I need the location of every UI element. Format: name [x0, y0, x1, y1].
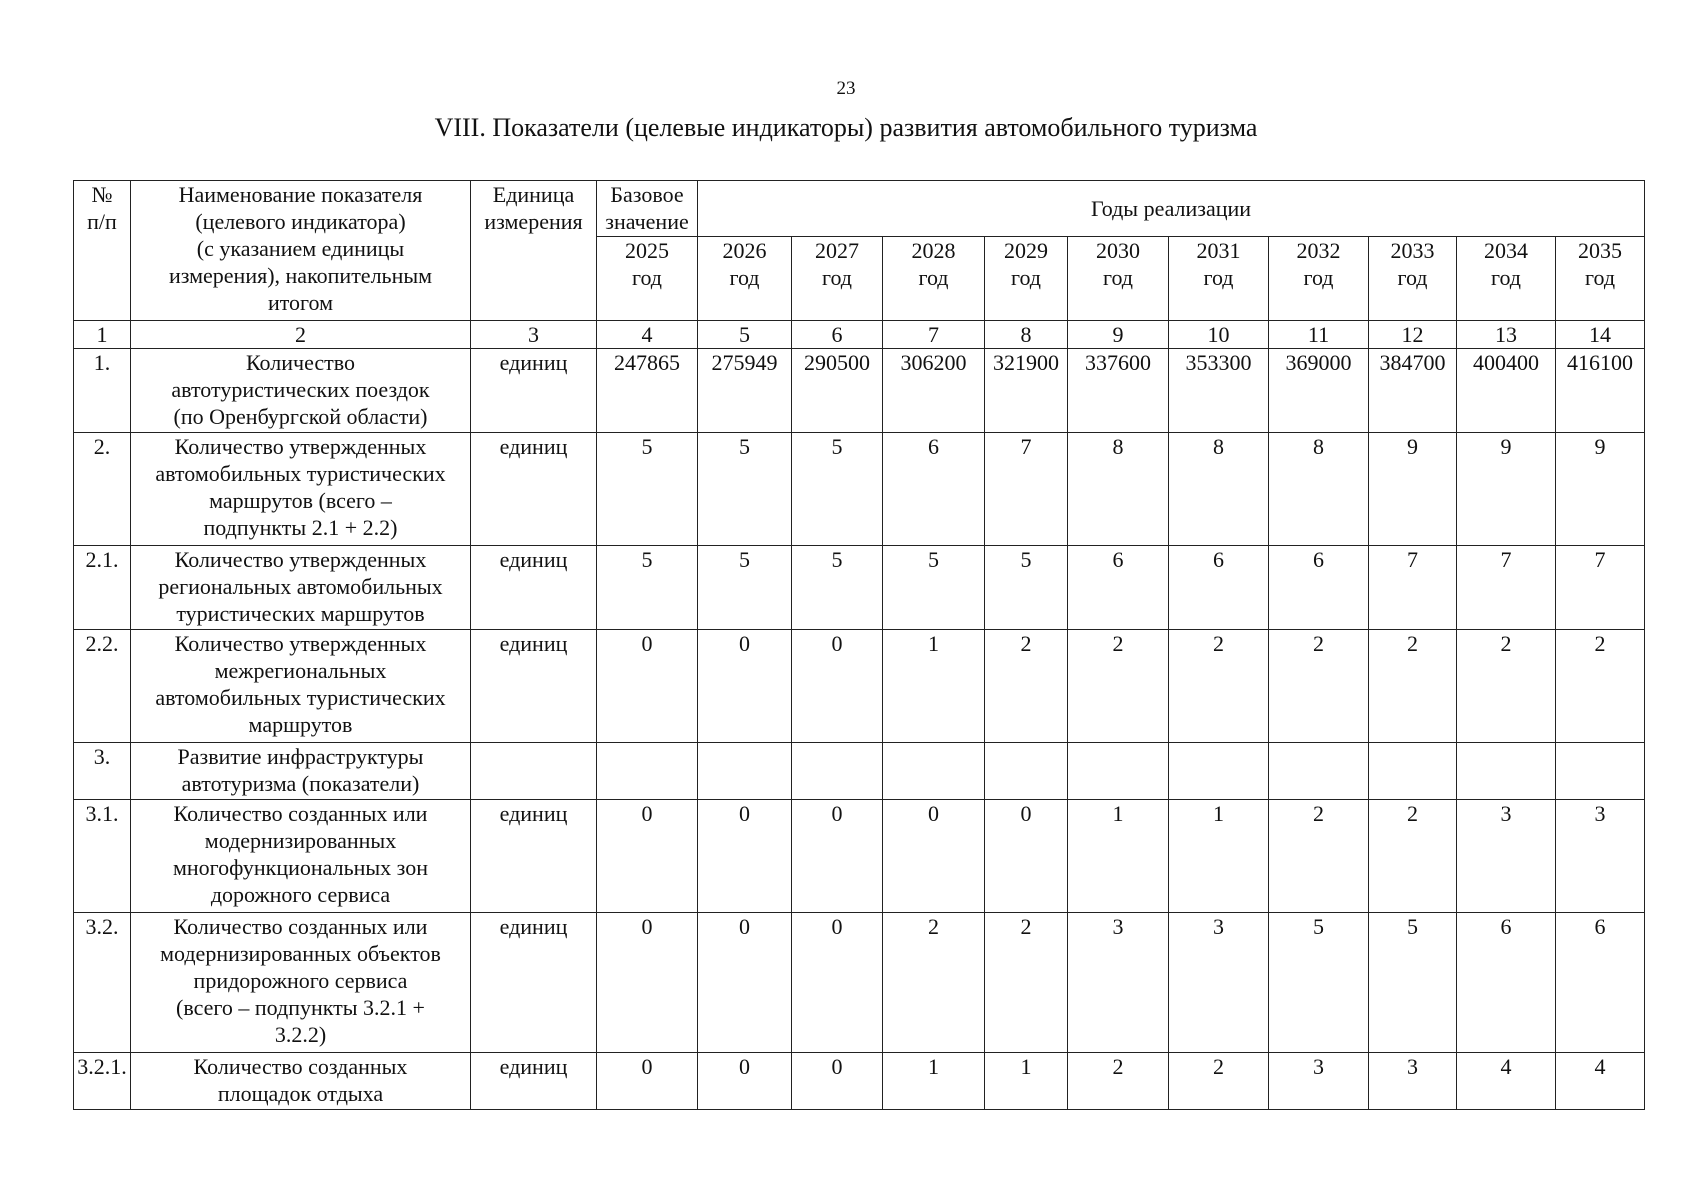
unit-cell: единиц: [471, 546, 597, 630]
value-cell: 8: [1169, 433, 1269, 546]
indicator-name-line: автомобильных туристических: [155, 461, 446, 486]
year-label: 2032: [1296, 238, 1341, 263]
header-base-cell: [597, 181, 698, 237]
indicator-name-line: модернизированных объектов: [160, 941, 441, 966]
header-year-cell: [1457, 237, 1556, 321]
value-cell: 2: [1457, 630, 1556, 743]
value-cell: 2: [1556, 630, 1645, 743]
value-cell: 5: [792, 433, 883, 546]
unit-cell: единиц: [471, 433, 597, 546]
value-cell: 0: [597, 913, 698, 1053]
header-name-cell: [131, 181, 471, 321]
value-cell: [597, 743, 698, 800]
indicator-name-line: Количество утвержденных: [174, 547, 427, 572]
table-row: [74, 800, 1645, 913]
header-year-cell: [985, 237, 1068, 321]
value-cell: 9: [1556, 433, 1645, 546]
column-number-cell: 5: [698, 321, 792, 349]
column-number-cell: 4: [597, 321, 698, 349]
header-year-cell: [1269, 237, 1369, 321]
value-cell: 2: [1369, 800, 1457, 913]
value-cell: [1068, 743, 1169, 800]
header-year-cell: [883, 237, 985, 321]
page-title: VIII. Показатели (целевые индикаторы) развития автомобильного туризма: [434, 113, 1258, 142]
indicator-name-line: Количество утвержденных: [174, 631, 427, 656]
value-cell: 2: [985, 630, 1068, 743]
value-cell: 0: [698, 1053, 792, 1110]
table-row: [74, 630, 1645, 743]
row-number-cell: 2.2.: [74, 630, 131, 743]
header-name-line: измерения), накопительным: [168, 263, 433, 288]
value-cell: [1169, 743, 1269, 800]
header-year-cell: [1556, 237, 1645, 321]
unit-cell: единиц: [471, 349, 597, 433]
table-row: [74, 433, 1645, 546]
column-number-cell: 6: [792, 321, 883, 349]
indicator-name-line: маршрутов (всего –: [209, 488, 392, 513]
value-cell: 3: [1457, 800, 1556, 913]
year-word: год: [729, 265, 760, 290]
year-word: год: [1102, 265, 1134, 290]
value-cell: 4: [1457, 1053, 1556, 1110]
value-cell: 353300: [1169, 349, 1269, 433]
unit-cell: единиц: [471, 800, 597, 913]
indicator-name-line: придорожного сервиса: [193, 968, 408, 993]
row-number-cell: 3.1.: [74, 800, 131, 913]
value-cell: 3: [1556, 800, 1645, 913]
value-cell: [1369, 743, 1457, 800]
indicator-name-line: Количество созданных или: [173, 801, 428, 826]
value-cell: 1: [883, 630, 985, 743]
year-word: год: [918, 265, 949, 290]
header-num-line: п/п: [87, 209, 117, 234]
year-label: 2035: [1578, 238, 1623, 263]
value-cell: 5: [1369, 913, 1457, 1053]
value-cell: 416100: [1556, 349, 1645, 433]
indicator-name-line: многофункциональных зон: [172, 855, 429, 880]
column-number-cell: 12: [1369, 321, 1457, 349]
row-number-cell: 3.2.: [74, 913, 131, 1053]
indicator-name-line: туристических маршрутов: [176, 601, 425, 626]
value-cell: 275949: [698, 349, 792, 433]
value-cell: [792, 743, 883, 800]
value-cell: 0: [792, 800, 883, 913]
header-year-cell: [1169, 237, 1269, 321]
header-year-cell: [698, 237, 792, 321]
year-label: 2030: [1096, 238, 1140, 263]
value-cell: 2: [883, 913, 985, 1053]
column-number-cell: 13: [1457, 321, 1556, 349]
value-cell: 2: [985, 913, 1068, 1053]
value-cell: 0: [792, 913, 883, 1053]
column-number-cell: 1: [74, 321, 131, 349]
table-row: [74, 546, 1645, 630]
value-cell: 7: [1556, 546, 1645, 630]
header-years-group: Годы реализации: [698, 181, 1645, 237]
header-unit-line: измерения: [484, 209, 583, 234]
indicator-name-cell: [131, 800, 471, 913]
value-cell: 1: [883, 1053, 985, 1110]
value-cell: 5: [883, 546, 985, 630]
value-cell: 5: [1269, 913, 1369, 1053]
value-cell: 4: [1556, 1053, 1645, 1110]
column-number-cell: 3: [471, 321, 597, 349]
value-cell: 0: [698, 630, 792, 743]
row-number-cell: 3.2.1.: [74, 1053, 131, 1110]
indicator-name-line: дорожного сервиса: [210, 882, 391, 907]
value-cell: 1: [1068, 800, 1169, 913]
row-number-cell: 2.: [74, 433, 131, 546]
indicator-name-line: Количество созданных: [193, 1054, 408, 1079]
header-num-line: №: [91, 182, 113, 207]
unit-cell: единиц: [471, 913, 597, 1053]
value-cell: 2: [1068, 630, 1169, 743]
header-unit-cell: [471, 181, 597, 321]
column-number-cell: 8: [985, 321, 1068, 349]
value-cell: 5: [597, 433, 698, 546]
value-cell: 0: [698, 800, 792, 913]
year-word: год: [1303, 265, 1334, 290]
value-cell: 6: [1269, 546, 1369, 630]
value-cell: 7: [985, 433, 1068, 546]
column-number-row: [74, 321, 1645, 349]
value-cell: [698, 743, 792, 800]
value-cell: 247865: [597, 349, 698, 433]
value-cell: 321900: [985, 349, 1068, 433]
value-cell: 6: [1556, 913, 1645, 1053]
indicator-name-line: Количество: [245, 350, 356, 375]
indicator-name-line: подпункты 2.1 + 2.2): [203, 515, 398, 540]
value-cell: 2: [1369, 630, 1457, 743]
indicator-name-line: (всего – подпункты 3.2.1 +: [176, 995, 425, 1020]
value-cell: 0: [597, 800, 698, 913]
value-cell: 369000: [1269, 349, 1369, 433]
header-base-line: значение: [605, 209, 689, 234]
value-cell: 290500: [792, 349, 883, 433]
value-cell: 3: [1068, 913, 1169, 1053]
row-number-cell: 2.1.: [74, 546, 131, 630]
indicator-name-cell: [131, 630, 471, 743]
indicators-table: [73, 180, 1645, 1110]
year-word: год: [821, 265, 853, 290]
value-cell: [1457, 743, 1556, 800]
table-row: [74, 913, 1645, 1053]
column-number-cell: 2: [131, 321, 471, 349]
indicator-name-cell: [131, 913, 471, 1053]
value-cell: 306200: [883, 349, 985, 433]
value-cell: 5: [985, 546, 1068, 630]
value-cell: 384700: [1369, 349, 1457, 433]
header-year-cell: [597, 237, 698, 321]
value-cell: 3: [1269, 1053, 1369, 1110]
header-year-cell: [1369, 237, 1457, 321]
indicator-name-cell: [131, 743, 471, 800]
column-number-cell: 7: [883, 321, 985, 349]
value-cell: 5: [698, 546, 792, 630]
header-name-line: (целевого индикатора): [195, 209, 406, 234]
value-cell: 9: [1369, 433, 1457, 546]
value-cell: 2: [1169, 630, 1269, 743]
value-cell: 8: [1068, 433, 1169, 546]
value-cell: 2: [1269, 630, 1369, 743]
year-label: 2025: [625, 238, 669, 263]
value-cell: [883, 743, 985, 800]
header-year-cell: [1068, 237, 1169, 321]
value-cell: 5: [597, 546, 698, 630]
indicator-name-line: модернизированных: [204, 828, 397, 853]
table-row: [74, 349, 1645, 433]
header-year-cell: [792, 237, 883, 321]
table-body: [74, 349, 1645, 1110]
indicator-name-cell: [131, 433, 471, 546]
value-cell: [1556, 743, 1645, 800]
indicator-name-line: Развитие инфраструктуры: [177, 744, 424, 769]
header-num-cell: [74, 181, 131, 321]
value-cell: 337600: [1068, 349, 1169, 433]
value-cell: 2: [1269, 800, 1369, 913]
indicator-name-line: автотуристических поездок: [171, 377, 430, 402]
year-word: год: [631, 265, 663, 290]
indicator-name-line: Количество созданных или: [173, 914, 428, 939]
indicator-name-line: межрегиональных: [214, 658, 387, 683]
unit-cell: единиц: [471, 1053, 597, 1110]
value-cell: 6: [1169, 546, 1269, 630]
value-cell: 2: [1169, 1053, 1269, 1110]
indicator-name-line: площадок отдыха: [217, 1081, 384, 1106]
indicator-name-line: (по Оренбургской области): [173, 404, 428, 429]
value-cell: 6: [1457, 913, 1556, 1053]
value-cell: 5: [698, 433, 792, 546]
year-word: год: [1203, 265, 1234, 290]
indicator-name-line: 3.2.2): [274, 1022, 327, 1047]
indicator-name-line: маршрутов: [248, 712, 353, 737]
year-label: 2027: [815, 238, 859, 263]
value-cell: 1: [1169, 800, 1269, 913]
year-word: год: [1490, 265, 1522, 290]
value-cell: 8: [1269, 433, 1369, 546]
indicator-name-cell: [131, 349, 471, 433]
table-row: [74, 1053, 1645, 1110]
value-cell: 0: [883, 800, 985, 913]
unit-cell: [471, 743, 597, 800]
column-number-cell: 10: [1169, 321, 1269, 349]
header-unit-line: Единица: [492, 182, 575, 207]
value-cell: [985, 743, 1068, 800]
row-number-cell: 1.: [74, 349, 131, 433]
value-cell: 0: [985, 800, 1068, 913]
year-label: 2031: [1196, 238, 1241, 263]
table-header: [74, 181, 1645, 349]
value-cell: 400400: [1457, 349, 1556, 433]
year-word: год: [1010, 265, 1042, 290]
value-cell: 0: [597, 1053, 698, 1110]
indicator-name-cell: [131, 1053, 471, 1110]
value-cell: 0: [792, 1053, 883, 1110]
unit-cell: единиц: [471, 630, 597, 743]
page-number: 23: [836, 78, 856, 99]
header-name-line: итогом: [267, 290, 334, 315]
value-cell: 6: [883, 433, 985, 546]
year-label: 2033: [1390, 238, 1435, 263]
indicator-name-line: региональных автомобильных: [158, 574, 443, 599]
value-cell: 0: [792, 630, 883, 743]
column-number-cell: 14: [1556, 321, 1645, 349]
value-cell: 3: [1169, 913, 1269, 1053]
year-label: 2034: [1484, 238, 1528, 263]
value-cell: 0: [597, 630, 698, 743]
year-label: 2029: [1004, 238, 1048, 263]
value-cell: 6: [1068, 546, 1169, 630]
year-label: 2026: [722, 238, 767, 263]
year-label: 2028: [911, 238, 956, 263]
value-cell: 2: [1068, 1053, 1169, 1110]
indicator-name-line: Количество утвержденных: [174, 434, 427, 459]
indicator-name-line: автотуризма (показатели): [181, 771, 420, 796]
column-number-cell: 11: [1269, 321, 1369, 349]
year-word: год: [1584, 265, 1616, 290]
value-cell: 5: [792, 546, 883, 630]
value-cell: 7: [1457, 546, 1556, 630]
header-base-line: Базовое: [610, 182, 684, 207]
header-name-line: (с указанием единицы: [196, 236, 405, 261]
value-cell: 1: [985, 1053, 1068, 1110]
column-number-cell: 9: [1068, 321, 1169, 349]
table-row: [74, 743, 1645, 800]
value-cell: 0: [698, 913, 792, 1053]
indicator-name-line: автомобильных туристических: [155, 685, 446, 710]
row-number-cell: 3.: [74, 743, 131, 800]
value-cell: [1269, 743, 1369, 800]
value-cell: 7: [1369, 546, 1457, 630]
year-word: год: [1397, 265, 1428, 290]
header-name-line: Наименование показателя: [178, 182, 423, 207]
value-cell: 3: [1369, 1053, 1457, 1110]
indicator-name-cell: [131, 546, 471, 630]
value-cell: 9: [1457, 433, 1556, 546]
